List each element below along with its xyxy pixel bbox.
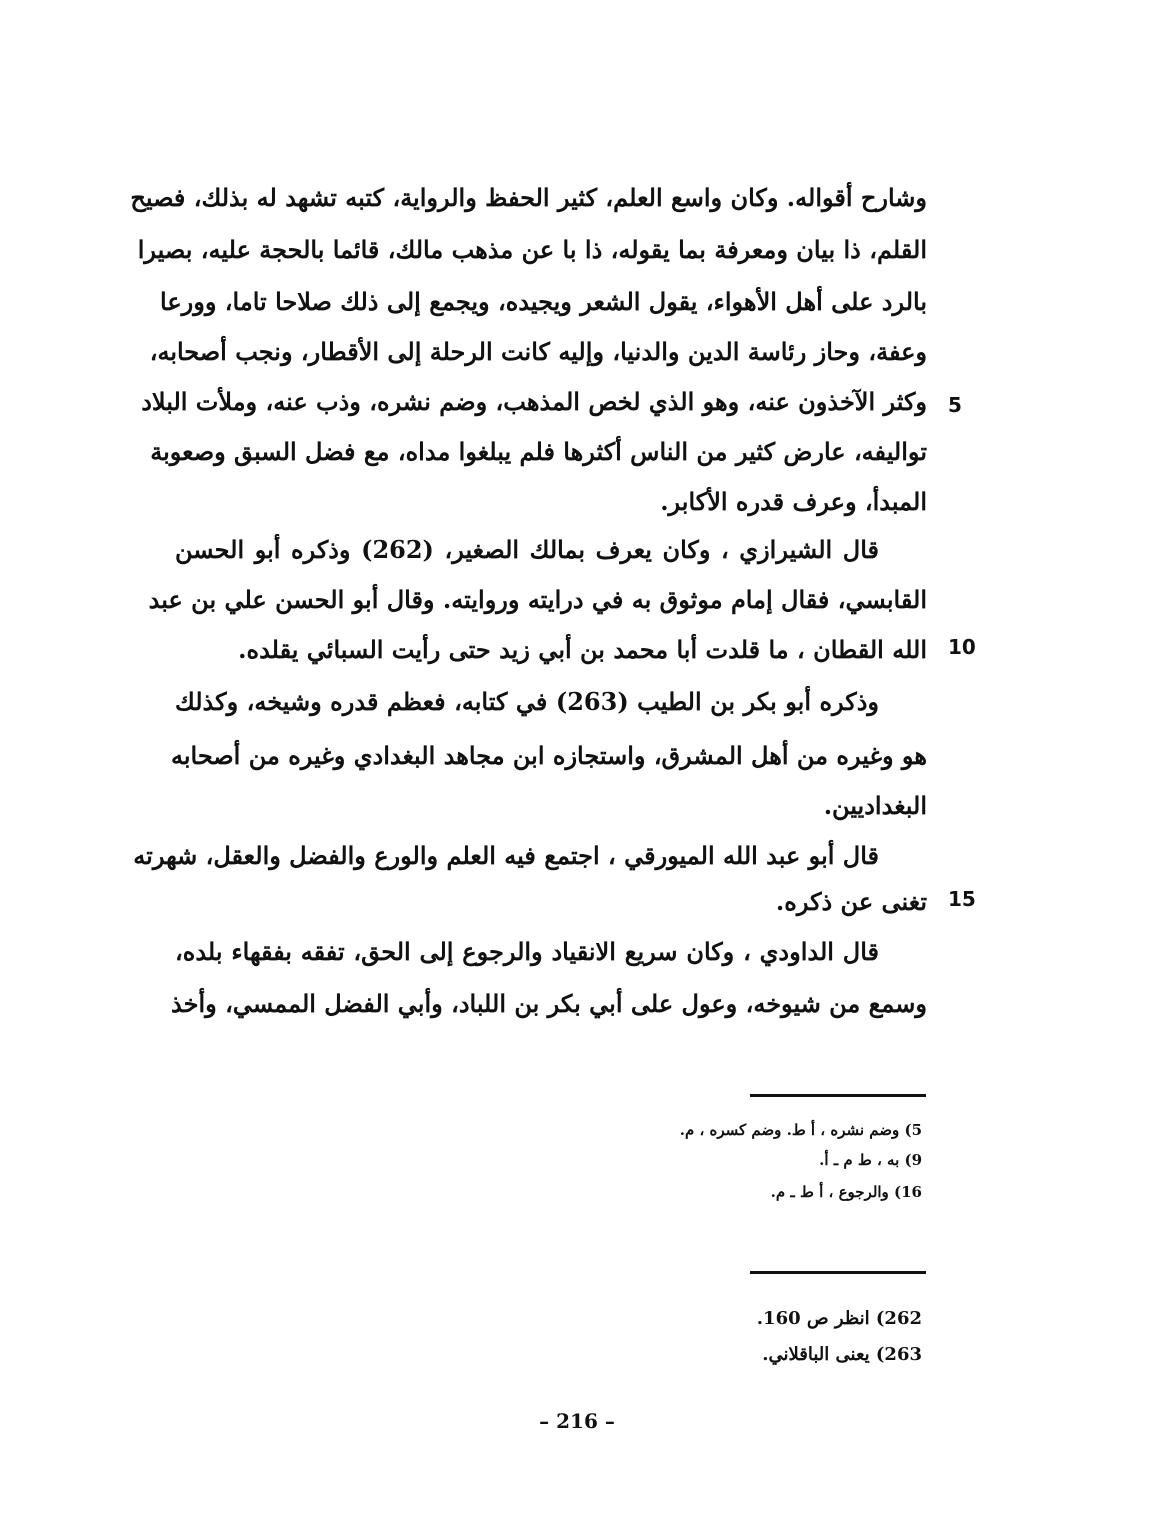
variant-note: 16) والرجوع ، أ ط ـ م. xyxy=(770,1183,922,1201)
text-line: وشارح أقواله. وكان واسع العلم، كثير الحفظ والرواية، كتبه تشهد له بذلك، فصيح xyxy=(130,183,927,212)
text-line: قال الداودي ، وكان سريع الانقياد والرجوع إلى الحق، تفقه بفقهاء بلده، xyxy=(175,937,879,966)
text-line: تغنى عن ذكره. xyxy=(775,887,927,916)
text-line: وذكره أبو بكر بن الطيب (263) في كتابه، فعظم قدره وشيخه، وكذلك xyxy=(175,687,879,716)
text-line: وسمع من شيوخه، وعول على أبي بكر بن اللباد، وأبي الفضل الممسي، وأخذ xyxy=(171,989,927,1018)
line-number: 5 xyxy=(948,393,962,417)
footnote: 263) يعنى الباقلاني. xyxy=(762,1344,922,1365)
text-line: هو وغيره من أهل المشرق، واستجازه ابن مجاهد البغدادي وغيره من أصحابه xyxy=(170,741,927,770)
text-line: قال أبو عبد الله الميورقي ، اجتمع فيه العلم والورع والفضل والعقل، شهرته xyxy=(133,841,879,870)
text-line: بالرد على أهل الأهواء، يقول الشعر ويجيده، ويجمع إلى ذلك صلاحا تاما، وورعا xyxy=(160,287,927,316)
variant-note: 9) به ، ط م ـ أ. xyxy=(819,1151,922,1169)
text-line: المبدأ، وعرف قدره الأكابر. xyxy=(660,487,927,516)
text-line: وكثر الآخذون عنه، وهو الذي لخص المذهب، وضم نشره، وذب عنه، وملأت البلاد xyxy=(141,387,927,416)
text-line: قال الشيرازي ، وكان يعرف بمالك الصغير، (262) وذكره أبو الحسن xyxy=(175,535,879,564)
text-line: وعفة، وحاز رئاسة الدين والدنيا، وإليه كانت الرحلة إلى الأقطار، ونجب أصحابه، xyxy=(149,337,927,366)
line-number: 15 xyxy=(948,887,976,911)
notes-divider xyxy=(750,1271,926,1274)
text-line: البغداديين. xyxy=(823,791,927,820)
text-line: تواليفه، عارض كثير من الناس أكثرها فلم يبلغوا مداه، مع فضل السبق وصعوبة xyxy=(150,437,927,466)
variants-divider xyxy=(750,1094,926,1097)
text-line: القابسي، فقال إمام موثوق به في درايته وروايته. وقال أبو الحسن علي بن عبد xyxy=(148,585,927,614)
line-number: 10 xyxy=(948,635,976,659)
page-number: – 216 – xyxy=(539,1409,615,1433)
text-line: القلم، ذا بيان ومعرفة بما يقوله، ذا با عن مذهب مالك، قائما بالحجة عليه، بصيرا xyxy=(137,235,927,264)
variant-note: 5) وضم نشره ، أ ط. وضم كسره ، م. xyxy=(679,1121,922,1139)
text-line: الله القطان ، ما قلدت أبا محمد بن أبي زيد حتى رأيت السبائي يقلده. xyxy=(238,635,927,664)
footnote: 262) انظر ص 160. xyxy=(756,1308,922,1329)
